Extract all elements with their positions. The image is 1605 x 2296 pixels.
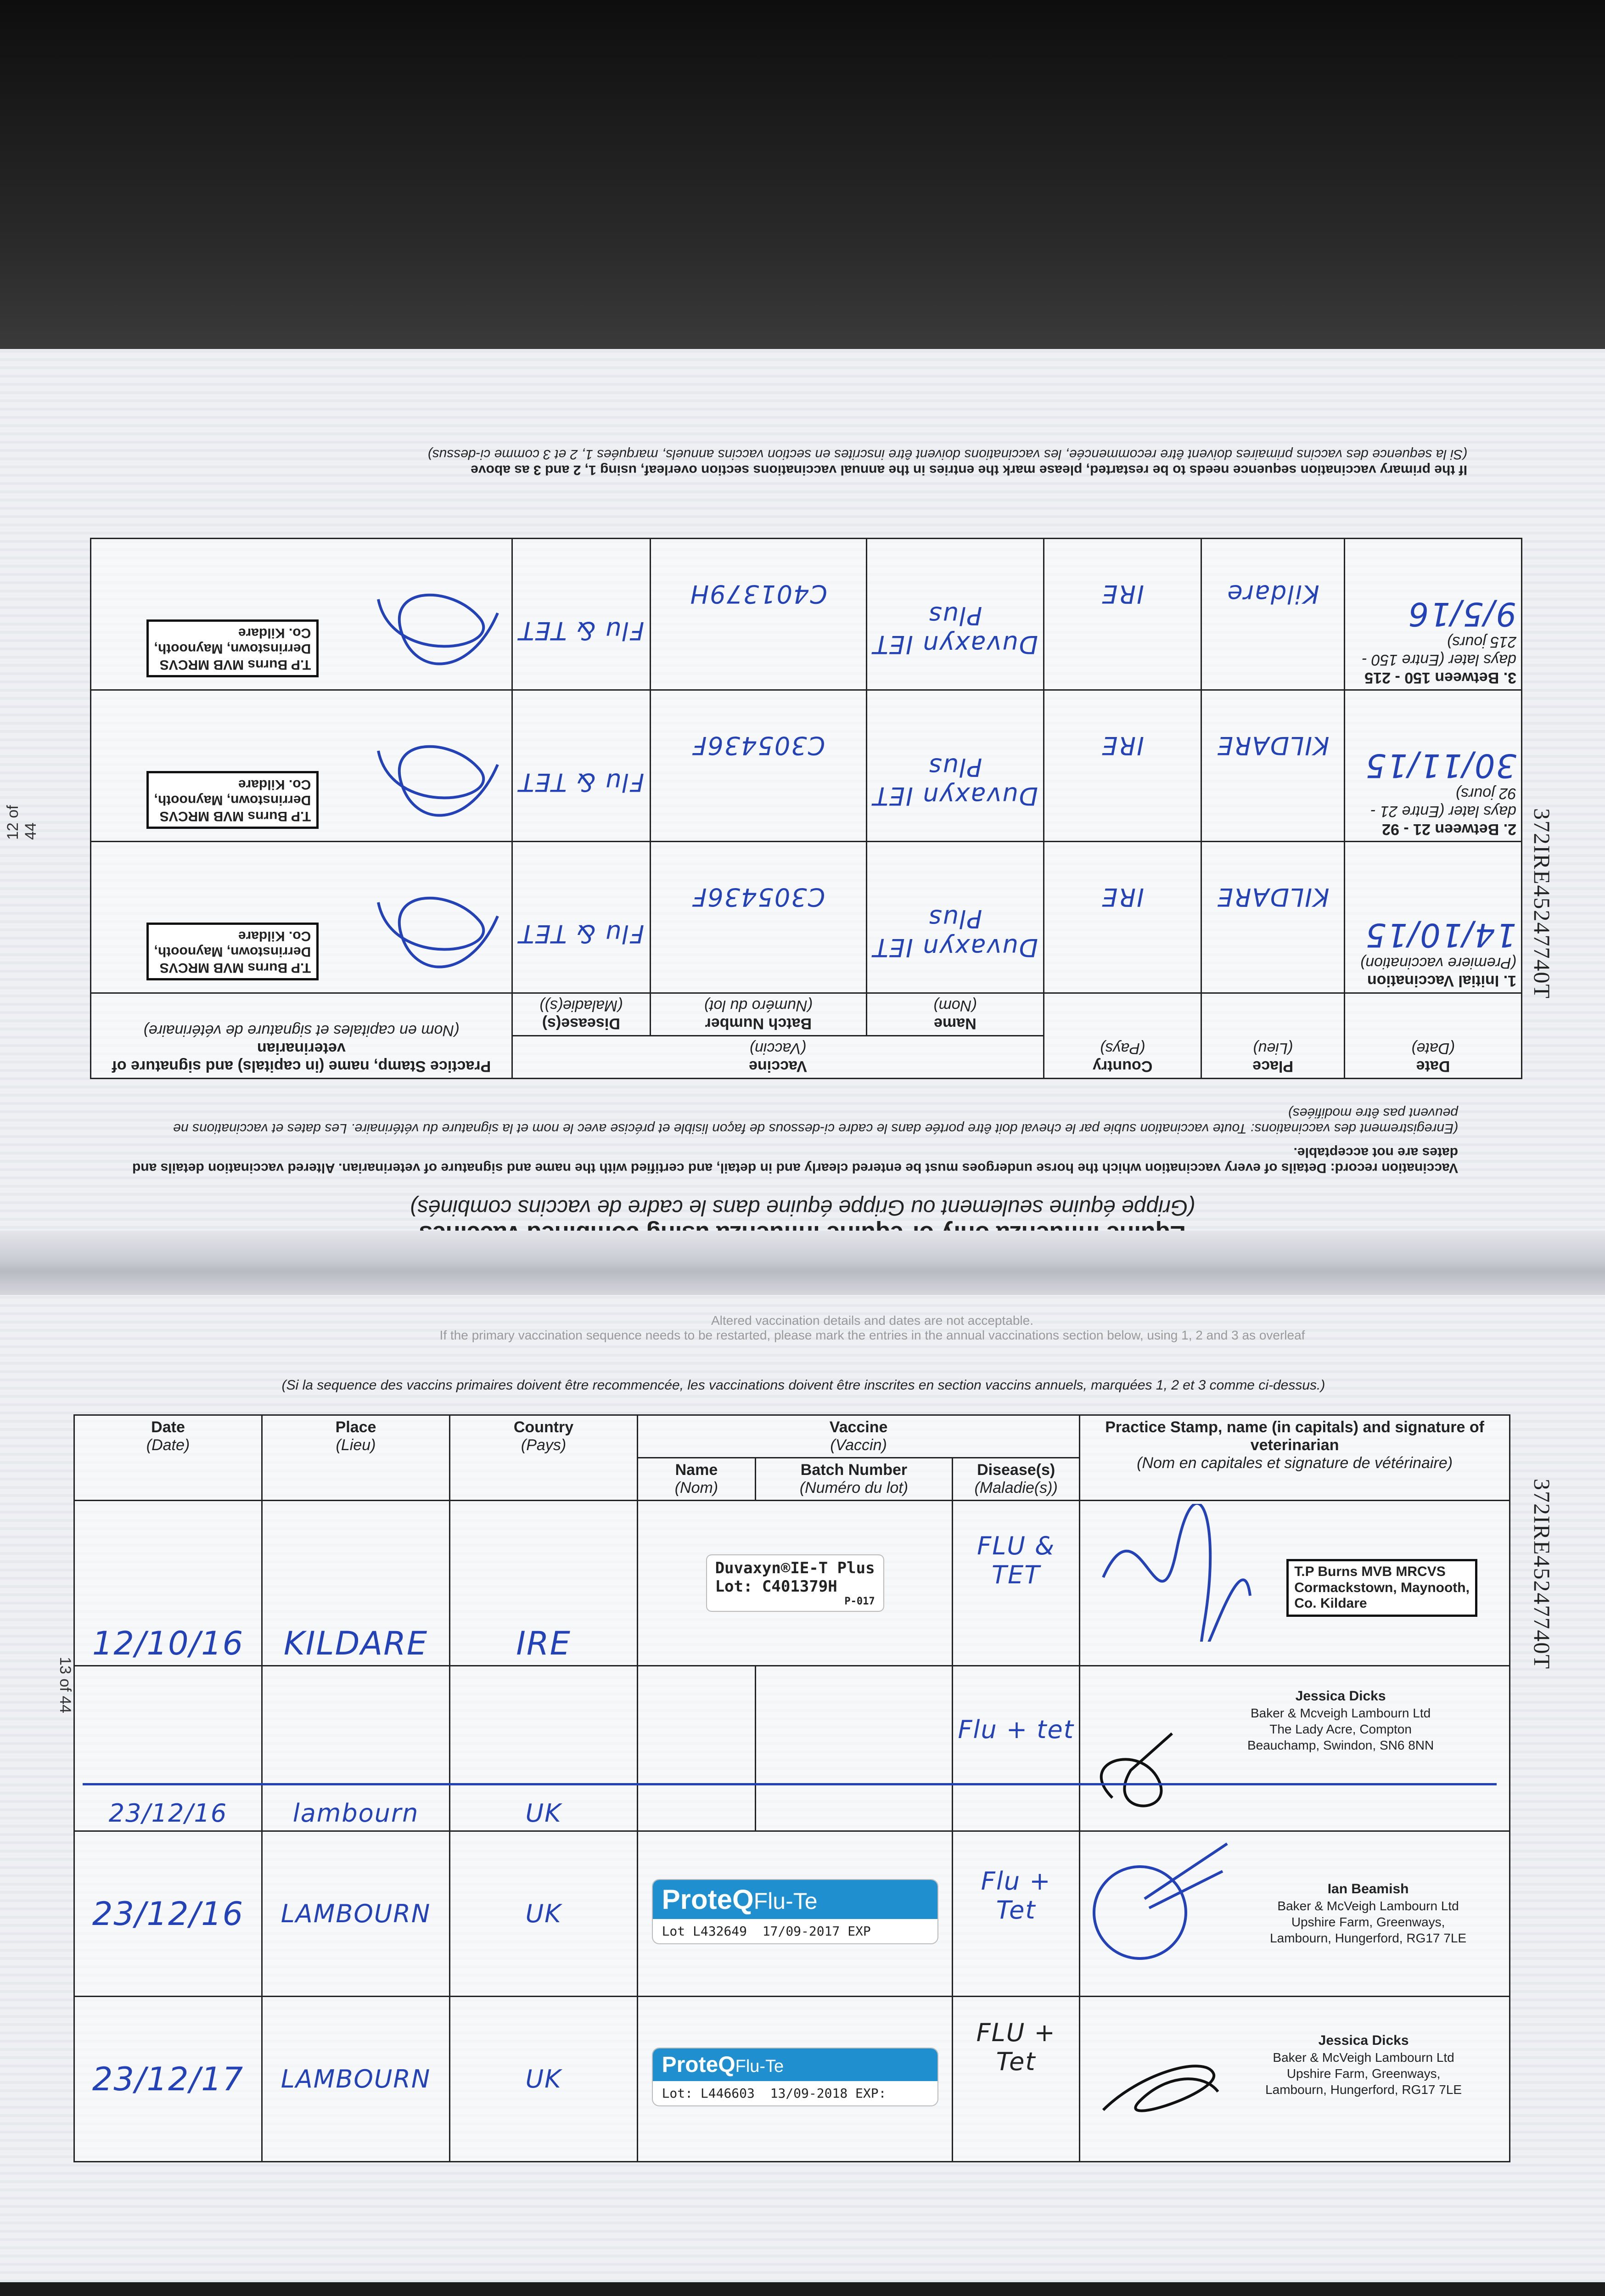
signature-scribble <box>1085 1504 1259 1642</box>
vet-address: Jessica Dicks Baker & Mcveigh Lambourn Ltd The Lady Acre, Compton Beauchamp, Swindon, SN6 8NN <box>1247 1688 1434 1752</box>
table-row <box>74 1501 1510 1666</box>
practice-stamp: T.P Burns MVB MRCVS Derrinstown, Maynooth, Co. Kildare <box>146 620 319 678</box>
table-row <box>91 539 1522 690</box>
practice-stamp: T.P Burns MVB MRCVS Cormackstown, Maynooth, Co. Kildare <box>1286 1559 1477 1617</box>
row-date-cell: 23/12/16 <box>74 1666 262 1831</box>
vet-address: Jessica Dicks Baker & McVeigh Lambourn Ltd Upshire Farm, Greenways, Lambourn, Hungerford, RG17 7LE <box>1265 2033 1462 2097</box>
col-date: Date (Date) <box>1344 993 1521 1079</box>
row-date-cell: 23/12/17 <box>74 1997 262 2162</box>
signature-scribble <box>369 585 507 687</box>
page-number: 13 of 44 <box>56 1657 74 1713</box>
row-stamp-cell <box>1080 1501 1510 1666</box>
table-header-row <box>91 1036 1522 1079</box>
row-batch-cell: C305436F <box>650 842 866 993</box>
rotated-page-content <box>0 349 1605 1295</box>
row-place-cell: lambourn <box>262 1666 450 1831</box>
scanner-background <box>0 0 1605 349</box>
table-row <box>91 842 1522 993</box>
row-vaccine-sticker-cell <box>638 1831 953 1997</box>
document-id: 372IRE45247740T <box>1529 808 1555 1000</box>
passport-page-13 <box>0 1295 1605 2282</box>
table-row <box>91 690 1522 842</box>
row-vaccine-sticker-cell <box>638 1501 953 1666</box>
row-place-cell: KILDARE <box>262 1501 450 1666</box>
row-date-cell: 1. Initial Vaccination (Premiere vaccination) 14/10/15 <box>1344 842 1521 993</box>
col-vaccine: Vaccine (Vaccin) <box>512 1036 1044 1079</box>
col-name: Name (Nom) <box>638 1458 756 1501</box>
practice-stamp: T.P Burns MVB MRCVS Derrinstown, Maynooth, Co. Kildare <box>146 771 319 829</box>
row-country-cell: IRE <box>1044 539 1201 690</box>
col-country: Country (Pays) <box>450 1415 638 1501</box>
primary-vaccination-table <box>90 538 1522 1079</box>
row-disease-cell: Flu & TET <box>512 539 650 690</box>
book-spine <box>0 1231 1605 1304</box>
faded-note: Altered vaccination details and dates are not acceptable. <box>711 1313 1033 1328</box>
row-place-cell: LAMBOURN <box>262 1831 450 1997</box>
row-name-cell: Duvaxyn IET Plus <box>866 842 1044 993</box>
row-stamp-cell <box>1080 1997 1510 2162</box>
footer-en: If the primary vaccination sequence needs to be restarted, please mark the entries in the annual vaccinations section overleaf, using 1, 2 and 3 as above <box>471 462 1467 478</box>
row-country-cell: UK <box>450 1831 638 1997</box>
row-date-cell: 23/12/16 <box>74 1831 262 1997</box>
vaccine-sticker: Duvaxyn®IE-T Plus Lot: C401379H P-017 <box>707 1555 883 1611</box>
document-id: 372IRE45247740T <box>1529 1479 1555 1670</box>
row-place-cell: KILDARE <box>1201 842 1345 993</box>
instructions <box>127 1105 1458 1176</box>
sticker-product: Flu-Te <box>753 1888 818 1914</box>
row-batch-cell <box>755 1666 952 1831</box>
signature-scribble <box>369 737 507 838</box>
row-batch-cell: C305436F <box>650 690 866 842</box>
row-stamp-cell <box>1080 1831 1510 1997</box>
practice-stamp: T.P Burns MVB MRCVS Derrinstown, Maynooth, Co. Kildare <box>146 923 319 981</box>
row-place-cell: KILDARE <box>1201 690 1345 842</box>
col-stamp: Practice Stamp, name (in capitals) and signature of veterinarian (Nom en capitales et signature de vétérinaire) <box>1080 1415 1510 1501</box>
row-disease-cell: Flu & TET <box>512 690 650 842</box>
instruction-en: Vaccination record: Details of every vaccination which the horse undergoes must be entered clearly and in detail, and certified with the name and signature of veterinarian. Altered vaccination details and dates are not acceptable. <box>132 1145 1458 1176</box>
row-disease-cell: Flu + tet <box>953 1666 1080 1831</box>
col-batch: Batch Number (Numéro du lot) <box>755 1458 952 1501</box>
page-number: 12 of 44 <box>4 805 39 840</box>
row-name-cell: Duvaxyn IET Plus <box>866 539 1044 690</box>
row-stamp-cell <box>1080 1666 1510 1831</box>
col-disease: Disease(s) (Maladie(s)) <box>953 1458 1080 1501</box>
row-date-cell: 12/10/16 <box>74 1501 262 1666</box>
sticker-brand: ProteQ <box>662 2053 735 2077</box>
row-country-cell: UK <box>450 1666 638 1831</box>
table-row <box>74 1666 1510 1831</box>
row-date-cell: 3. Between 150 - 215 days later (Entre 150 - 215 jours) 9/5/16 <box>1344 539 1521 690</box>
table-header-row <box>74 1415 1510 1458</box>
vet-address: Ian Beamish Baker & McVeigh Lambourn Ltd Upshire Farm, Greenways, Lambourn, Hungerford, RG17 7LE <box>1270 1881 1467 1945</box>
col-disease: Disease(s) (Maladie(s)) <box>512 993 650 1036</box>
col-name: Name (Nom) <box>866 993 1044 1036</box>
vaccine-sticker: ProteQFlu-Te Lot L432649 17/09-2017 EXP <box>653 1880 937 1943</box>
row-name-cell: Duvaxyn IET Plus <box>866 690 1044 842</box>
signature-scribble <box>1085 1835 1232 1972</box>
col-vaccine: Vaccine (Vaccin) <box>638 1415 1080 1458</box>
upper-footer <box>90 446 1467 478</box>
col-batch: Batch Number (Numéro du lot) <box>650 993 866 1036</box>
signature-scribble <box>1085 1697 1177 1816</box>
row-country-cell: IRE <box>1044 690 1201 842</box>
signature-scribble <box>369 889 507 990</box>
sticker-product: Flu-Te <box>735 2057 784 2076</box>
col-country: Country (Pays) <box>1044 993 1201 1079</box>
row-country-cell: UK <box>450 1997 638 2162</box>
table-row <box>74 1831 1510 1997</box>
row-disease-cell: Flu & TET <box>512 842 650 993</box>
note-fr: (Si la sequence des vaccins primaires doivent être recommencée, les vaccinations doivent être inscrites en section vaccins annuels, marquées 1, 2 et 3 comme ci-dessus.) <box>281 1378 1325 1393</box>
row-stamp-cell <box>91 842 512 993</box>
row-country-cell: IRE <box>1044 842 1201 993</box>
row-stamp-cell <box>91 539 512 690</box>
col-place: Place (Lieu) <box>262 1415 450 1501</box>
col-stamp: Practice Stamp, name (in capitals) and signature of veterinarian (Nom en capitales et signature de vétérinaire) <box>91 993 512 1079</box>
row-stamp-cell <box>91 690 512 842</box>
row-batch-cell: C401379H <box>650 539 866 690</box>
vaccine-sticker: ProteQFlu-Te Lot: L446603 13/09-2018 EXP: <box>653 2048 937 2105</box>
row-place-cell: Kildare <box>1201 539 1345 690</box>
instruction-fr: (Enregistrement des vaccinations: Toute vaccination subie par le cheval doit être portée dans le cadre ci-dessous de façon lisible et précise avec le nom et la signature du vétérinaire. Les dates et vaccinations ne peuvent pas être modifiées) <box>173 1105 1458 1136</box>
strike-through-line <box>83 1783 1497 1785</box>
row-country-cell: IRE <box>450 1501 638 1666</box>
row-disease-cell: Flu + Tet <box>953 1831 1080 1997</box>
sticker-brand: ProteQ <box>662 1884 754 1915</box>
col-date: Date (Date) <box>74 1415 262 1501</box>
row-disease-cell: FLU + Tet <box>953 1997 1080 2162</box>
lower-notes <box>275 1313 1469 1343</box>
section-title-fr: (Grippe équine seulement ou Grippe équine dans le cadre de vaccins combinés) <box>410 1195 1195 1220</box>
row-disease-cell: FLU & TET <box>953 1501 1080 1666</box>
footer-fr: (Si la sequence des vaccins primaires doivent être recommencée, les vaccinations doivent être inscrites en section vaccins annuels, marquées 1, 2 et 3 comme ci-dessus) <box>427 447 1467 462</box>
row-vaccine-sticker-cell <box>638 1997 953 2162</box>
col-place: Place (Lieu) <box>1201 993 1345 1079</box>
faded-note: If the primary vaccination sequence needs to be restarted, please mark the entries in the annual vaccinations section below, using 1, 2 and 3 as overleaf <box>439 1328 1305 1342</box>
row-date-cell: 2. Between 21 - 92 days later (Entre 21 - 92 jours) 30/11/15 <box>1344 690 1521 842</box>
annual-vaccination-table <box>73 1414 1510 2162</box>
passport-page-12 <box>0 349 1605 1295</box>
row-name-cell <box>638 1666 756 1831</box>
signature-scribble <box>1085 2018 1223 2138</box>
row-place-cell: LAMBOURN <box>262 1997 450 2162</box>
table-row <box>74 1997 1510 2162</box>
